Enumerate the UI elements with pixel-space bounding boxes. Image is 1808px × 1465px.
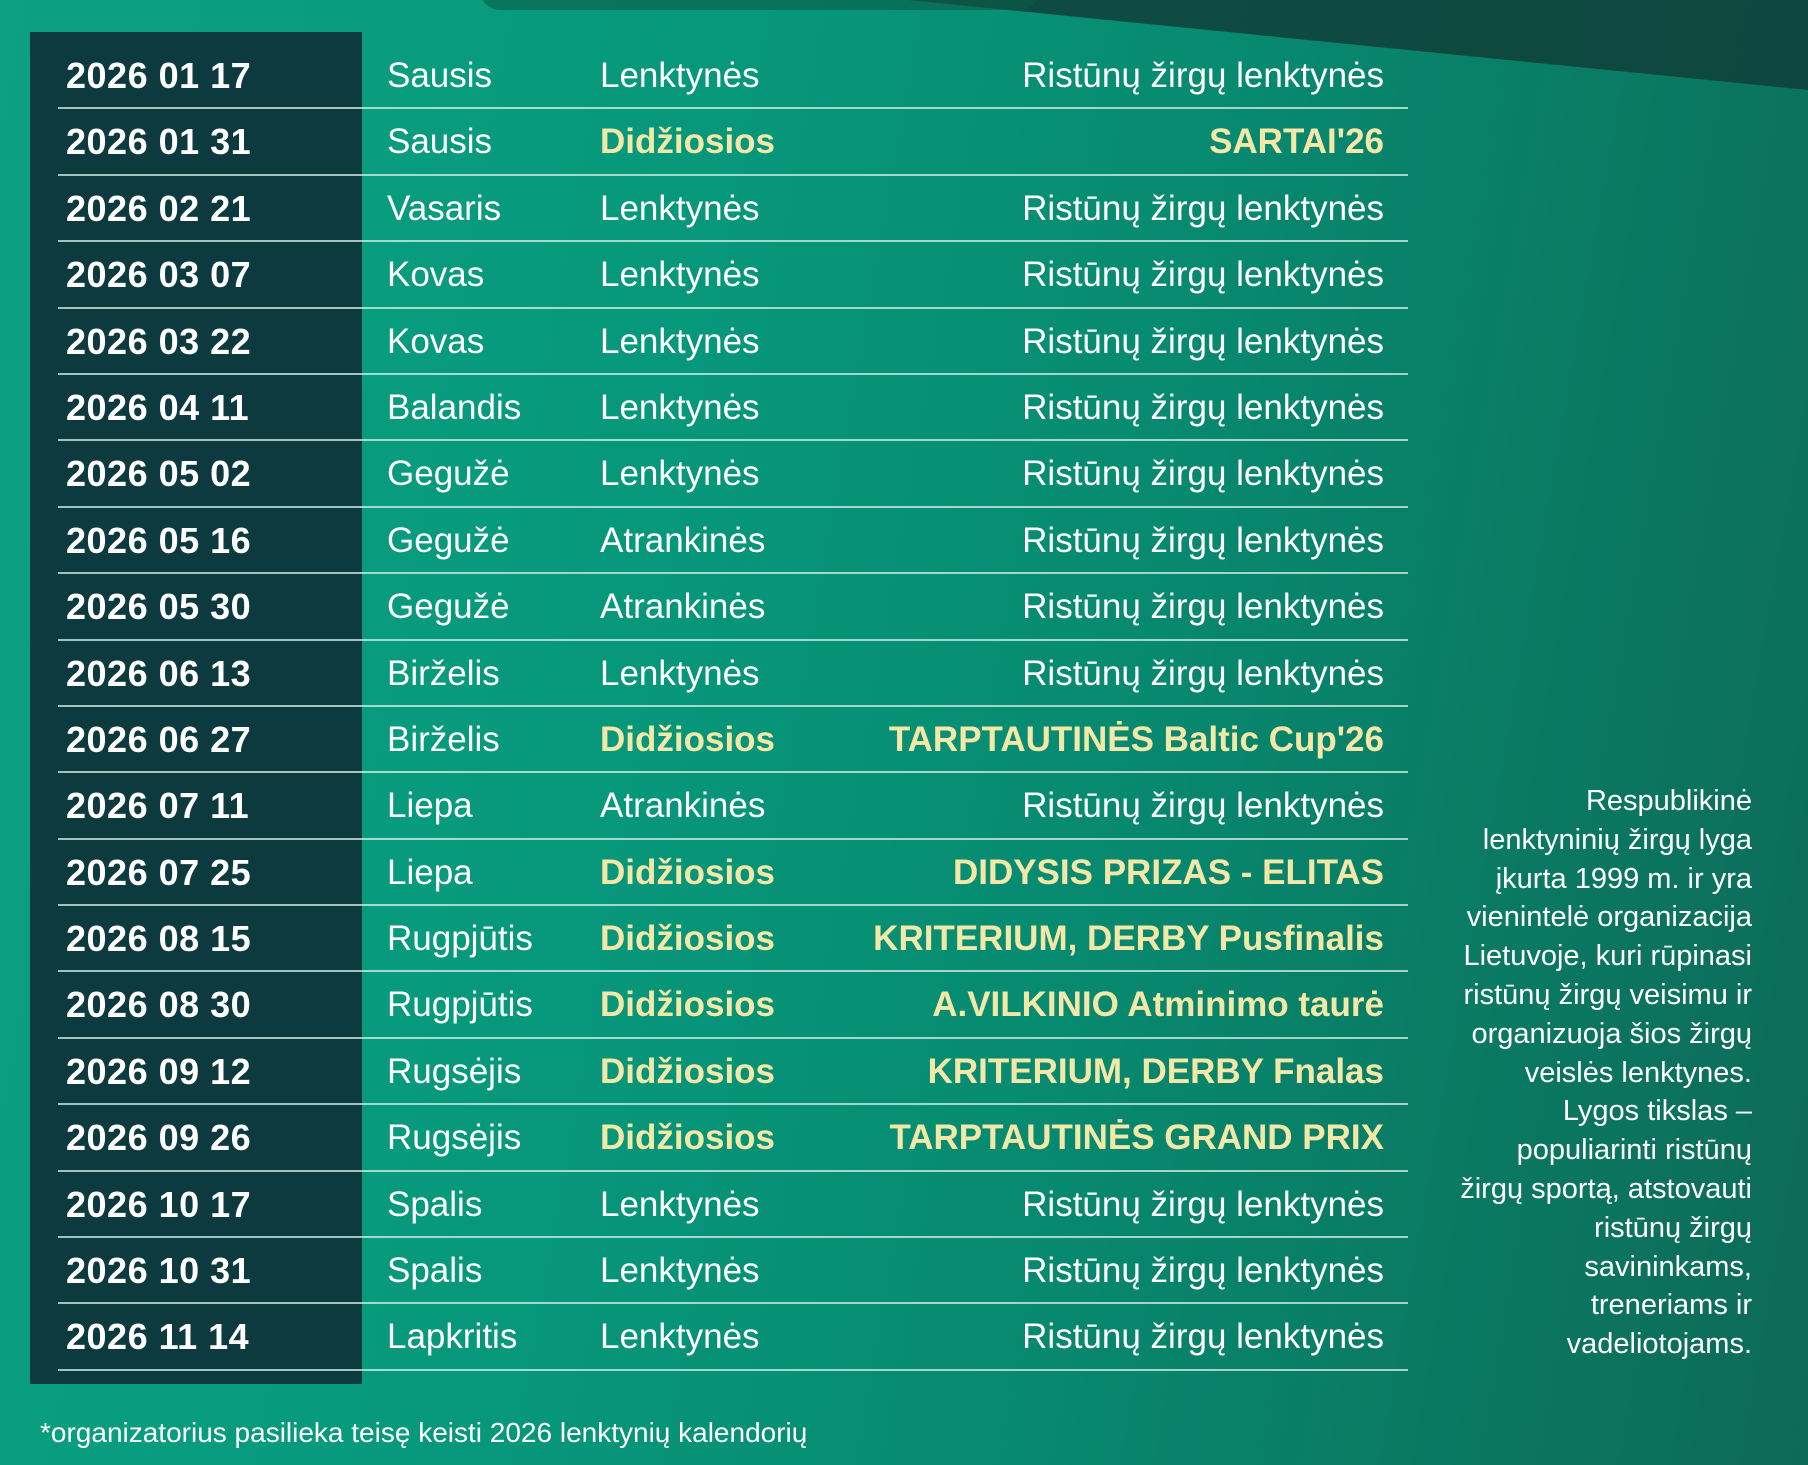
month-cell: Birželis <box>387 653 500 693</box>
description-line: Lietuvoje, kuri rūpinasi <box>1463 940 1752 973</box>
description-line: Respublikinė <box>1585 785 1752 817</box>
date-cell: 2026 01 17 <box>66 55 252 96</box>
month-cell: Vasaris <box>387 188 502 228</box>
schedule-row <box>30 1172 1384 1238</box>
date-cell: 2026 02 21 <box>66 187 252 229</box>
date-cell: 2026 06 13 <box>66 652 252 694</box>
schedule-row <box>30 972 1384 1038</box>
event-cell: DIDYSIS PRIZAS - ELITAS <box>952 852 1384 892</box>
schedule-row <box>30 43 1384 109</box>
description-line: ristūnų žirgų <box>1594 1211 1752 1244</box>
date-cell: 2026 06 27 <box>66 718 252 760</box>
event-cell: Ristūnų žirgų lenktynės <box>1022 454 1384 494</box>
event-cell: TARPTAUTINĖS GRAND PRIX <box>889 1118 1384 1158</box>
description-line: ristūnų žirgų veisimu ir <box>1463 978 1752 1011</box>
event-cell: Ristūnų žirgų lenktynės <box>1022 56 1384 95</box>
event-cell: Ristūnų žirgų lenktynės <box>1022 653 1384 693</box>
date-cell: 2026 10 17 <box>66 1183 252 1225</box>
month-cell: Rugsėjis <box>387 1051 522 1091</box>
event-cell: Ristūnų žirgų lenktynės <box>1022 188 1384 228</box>
event-cell: Ristūnų žirgų lenktynės <box>1022 387 1384 427</box>
league-description <box>1392 782 1752 1364</box>
type-cell: Didžiosios <box>600 1118 776 1158</box>
type-cell: Didžiosios <box>600 852 776 892</box>
month-cell: Liepa <box>387 786 473 826</box>
type-cell: Didžiosios <box>600 719 776 759</box>
event-cell: Ristūnų žirgų lenktynės <box>1022 520 1384 560</box>
event-cell: Ristūnų žirgų lenktynės <box>1022 1317 1384 1357</box>
description-line: žirgų sportą, atstovauti <box>1460 1172 1752 1205</box>
event-cell: Ristūnų žirgų lenktynės <box>1022 786 1384 826</box>
type-cell: Lenktynės <box>600 454 760 494</box>
schedule-row <box>30 574 1384 640</box>
month-cell: Rugsėjis <box>387 1118 522 1158</box>
type-cell: Didžiosios <box>600 1051 776 1091</box>
schedule-row <box>30 441 1384 507</box>
schedule-table <box>30 43 1384 1371</box>
schedule-row <box>30 773 1384 839</box>
schedule-row <box>30 1304 1384 1370</box>
type-cell: Lenktynės <box>600 321 760 361</box>
month-cell: Kovas <box>387 321 485 361</box>
event-cell: Ristūnų žirgų lenktynės <box>1022 1184 1384 1224</box>
month-cell: Gegužė <box>387 454 510 494</box>
date-cell: 2026 01 31 <box>66 121 252 163</box>
month-cell: Spalis <box>387 1251 483 1291</box>
type-cell: Lenktynės <box>600 188 760 228</box>
description-line: savininkams, <box>1584 1250 1752 1283</box>
schedule-row <box>30 176 1384 242</box>
schedule-row <box>30 309 1384 375</box>
schedule-row <box>30 1105 1384 1171</box>
event-cell: Ristūnų žirgų lenktynės <box>1022 1251 1384 1291</box>
top-decoration <box>480 0 1040 10</box>
date-cell: 2026 11 14 <box>66 1316 250 1358</box>
schedule-row <box>30 242 1384 308</box>
description-line: vadeliotojams. <box>1566 1328 1752 1361</box>
type-cell: Didžiosios <box>600 919 776 959</box>
month-cell: Sausis <box>387 122 493 162</box>
type-cell: Didžiosios <box>600 122 776 162</box>
date-cell: 2026 05 30 <box>66 586 252 628</box>
date-cell: 2026 07 11 <box>66 785 250 827</box>
event-cell: Ristūnų žirgų lenktynės <box>1022 587 1384 627</box>
event-cell: Ristūnų žirgų lenktynės <box>1022 255 1384 295</box>
description-line: populiarinti ristūnų <box>1516 1134 1752 1167</box>
description-line: treneriams ir <box>1590 1289 1752 1322</box>
description-line: veislės lenktynes. <box>1524 1056 1752 1089</box>
date-cell: 2026 09 26 <box>66 1117 252 1159</box>
date-cell: 2026 09 12 <box>66 1050 252 1092</box>
date-cell: 2026 07 25 <box>66 851 252 893</box>
month-cell: Kovas <box>387 255 485 295</box>
month-cell: Spalis <box>387 1184 483 1224</box>
event-cell: SARTAI'26 <box>1209 122 1384 162</box>
schedule-row <box>30 906 1384 972</box>
type-cell: Atrankinės <box>600 786 766 826</box>
date-cell: 2026 05 02 <box>66 453 252 495</box>
date-cell: 2026 05 16 <box>66 519 252 561</box>
month-cell: Birželis <box>387 719 500 759</box>
type-cell: Lenktynės <box>600 1251 760 1291</box>
schedule-row <box>30 508 1384 574</box>
description-line: Lygos tikslas – <box>1562 1095 1752 1128</box>
month-cell: Rugpjūtis <box>387 985 533 1025</box>
schedule-row <box>30 641 1384 707</box>
schedule-row <box>30 375 1384 441</box>
date-cell: 2026 08 15 <box>66 918 252 960</box>
month-cell: Sausis <box>387 56 493 95</box>
type-cell: Atrankinės <box>600 587 766 627</box>
date-cell: 2026 08 30 <box>66 984 252 1026</box>
footnote: *organizatorius pasilieka teisę keisti 2026 lenktynių kalendorių <box>40 1417 808 1448</box>
event-cell: A.VILKINIO Atminimo taurė <box>932 985 1384 1025</box>
date-cell: 2026 10 31 <box>66 1250 252 1292</box>
type-cell: Lenktynės <box>600 255 760 295</box>
description-line: vienintelė organizacija <box>1466 901 1752 934</box>
month-cell: Lapkritis <box>387 1317 518 1357</box>
month-cell: Gegužė <box>387 520 510 560</box>
type-cell: Lenktynės <box>600 653 760 693</box>
type-cell: Didžiosios <box>600 985 776 1025</box>
event-cell: KRITERIUM, DERBY Fnalas <box>927 1051 1384 1091</box>
description-line: lenktyninių žirgų lyga <box>1482 823 1752 856</box>
date-cell: 2026 03 07 <box>66 254 252 296</box>
type-cell: Lenktynės <box>600 1184 760 1224</box>
date-cell: 2026 04 11 <box>66 386 250 428</box>
description-line: įkurta 1999 m. ir yra <box>1495 862 1752 895</box>
type-cell: Lenktynės <box>600 56 760 95</box>
month-cell: Balandis <box>387 387 522 427</box>
description-line: organizuoja šios žirgų <box>1471 1017 1752 1050</box>
schedule-row <box>30 1238 1384 1304</box>
date-cell: 2026 03 22 <box>66 320 252 362</box>
event-cell: Ristūnų žirgų lenktynės <box>1022 321 1384 361</box>
event-cell: KRITERIUM, DERBY Pusfinalis <box>873 919 1384 959</box>
type-cell: Lenktynės <box>600 1317 760 1357</box>
type-cell: Atrankinės <box>600 520 766 560</box>
schedule-row <box>30 1039 1384 1105</box>
event-cell: TARPTAUTINĖS Baltic Cup'26 <box>888 719 1384 759</box>
schedule-row <box>30 109 1384 175</box>
month-cell: Gegužė <box>387 587 510 627</box>
type-cell: Lenktynės <box>600 387 760 427</box>
schedule-row <box>30 840 1384 906</box>
schedule-row <box>30 707 1384 773</box>
month-cell: Liepa <box>387 852 473 892</box>
month-cell: Rugpjūtis <box>387 919 533 959</box>
